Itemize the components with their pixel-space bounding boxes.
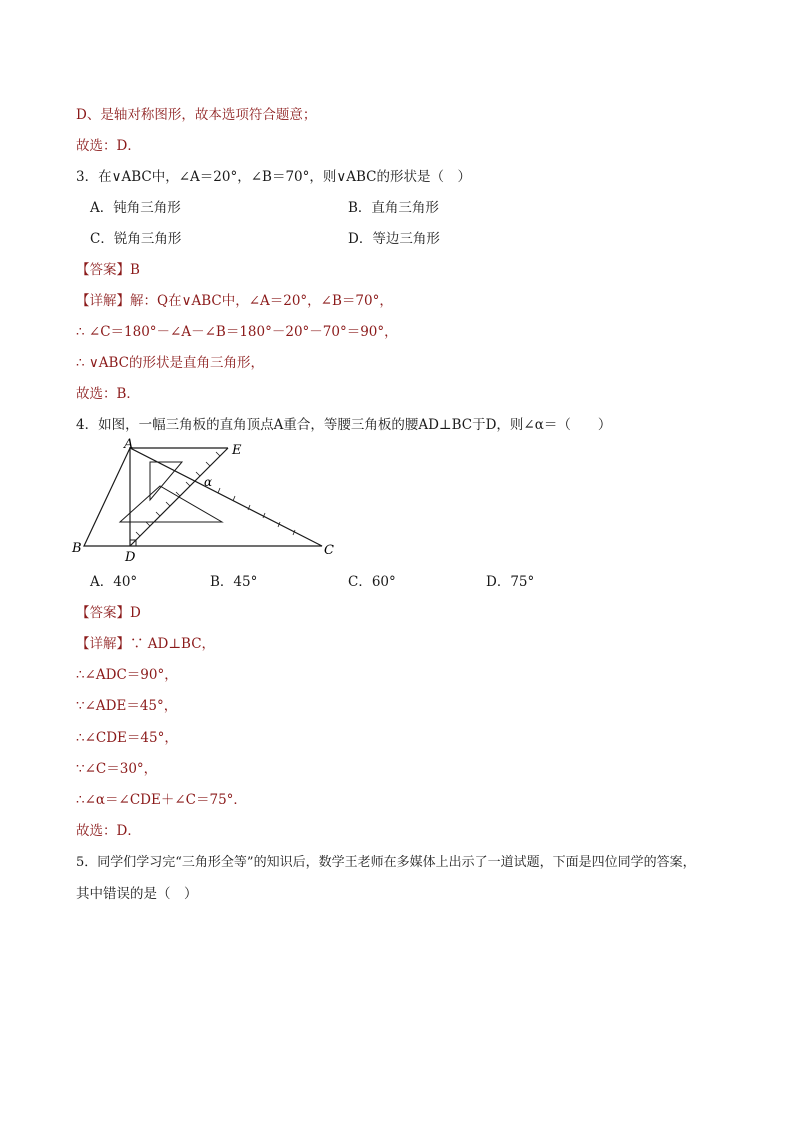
q4-figure xyxy=(70,436,340,564)
q3-option-b: B．直角三角形 xyxy=(348,200,439,216)
q3-choose: 故选：B． xyxy=(76,386,140,402)
answer-label: 【答案】 xyxy=(76,262,130,278)
q3-detail-line-2: ∴ ∠C＝180°－∠A－∠B＝180°－20°－70°＝90°， xyxy=(76,324,398,340)
label-c: C xyxy=(324,543,334,558)
q4-stem: 4．如图，一幅三角板的直角顶点A重合，等腰三角板的腰AD⊥BC于D，则∠α＝（ ） xyxy=(76,417,612,433)
q3-detail-line-1 xyxy=(76,289,393,309)
q2-option-d-line: D、是轴对称图形，故本选项符合题意； xyxy=(76,107,317,123)
triangle-abc xyxy=(84,448,322,546)
q4-detail-line-4: ∴∠CDE＝45°， xyxy=(76,730,178,746)
detail-label: 【详解】 xyxy=(76,636,130,652)
q4-detail-line-2: ∴∠ADC＝90°， xyxy=(76,667,178,683)
q4-answer xyxy=(76,601,141,621)
label-a: A xyxy=(124,437,134,452)
q5-stem-line-1: 5．同学们学习完“三角形全等”的知识后，数学王老师在多媒体上出示了一道试题，下面是四位同学的答案， xyxy=(76,855,696,870)
q3-detail-line-3: ∴ ∨ABC的形状是直角三角形， xyxy=(76,355,265,371)
detail-label: 【详解】 xyxy=(76,293,130,309)
label-alpha: α xyxy=(204,475,213,489)
answer-label: 【答案】 xyxy=(76,605,130,621)
q3-answer xyxy=(76,258,140,278)
label-e: E xyxy=(232,443,242,458)
label-b: B xyxy=(72,541,82,556)
q3-option-c: C．锐角三角形 xyxy=(90,231,182,247)
detail-text: 解：Q在∨ABC中，∠A＝20°，∠B＝70°， xyxy=(130,293,393,309)
ruler-ticks-ac xyxy=(218,488,295,535)
label-d: D xyxy=(125,550,136,564)
q4-option-a: A．40° xyxy=(90,574,138,590)
q2-choose: 故选：D． xyxy=(76,138,141,154)
q5-stem-line-2: 其中错误的是（ ） xyxy=(76,886,198,902)
detail-text: ∵ AD⊥BC， xyxy=(130,636,216,652)
answer-value: B xyxy=(130,262,140,278)
ruler-ticks-de xyxy=(136,452,220,536)
answer-value: D xyxy=(130,605,141,621)
inner-hollow-2 xyxy=(120,486,222,522)
q4-detail-line-5: ∵∠C＝30°， xyxy=(76,761,158,777)
q3-option-a: A．钝角三角形 xyxy=(90,200,181,216)
q3-option-d: D．等边三角形 xyxy=(348,231,440,247)
q4-choose: 故选：D． xyxy=(76,823,141,839)
inner-hollow-1 xyxy=(150,462,182,500)
q4-option-c: C．60° xyxy=(348,574,396,590)
q4-option-b: B．45° xyxy=(210,574,258,590)
q3-stem: 3．在∨ABC中，∠A＝20°，∠B＝70°，则∨ABC的形状是（ ） xyxy=(76,169,471,185)
q4-detail-line-3: ∵∠ADE＝45°， xyxy=(76,698,178,714)
q4-detail-line-6: ∴∠α＝∠CDE＋∠C＝75°． xyxy=(76,792,247,808)
q4-option-d: D．75° xyxy=(486,574,535,590)
q4-detail-line-1 xyxy=(76,632,215,652)
